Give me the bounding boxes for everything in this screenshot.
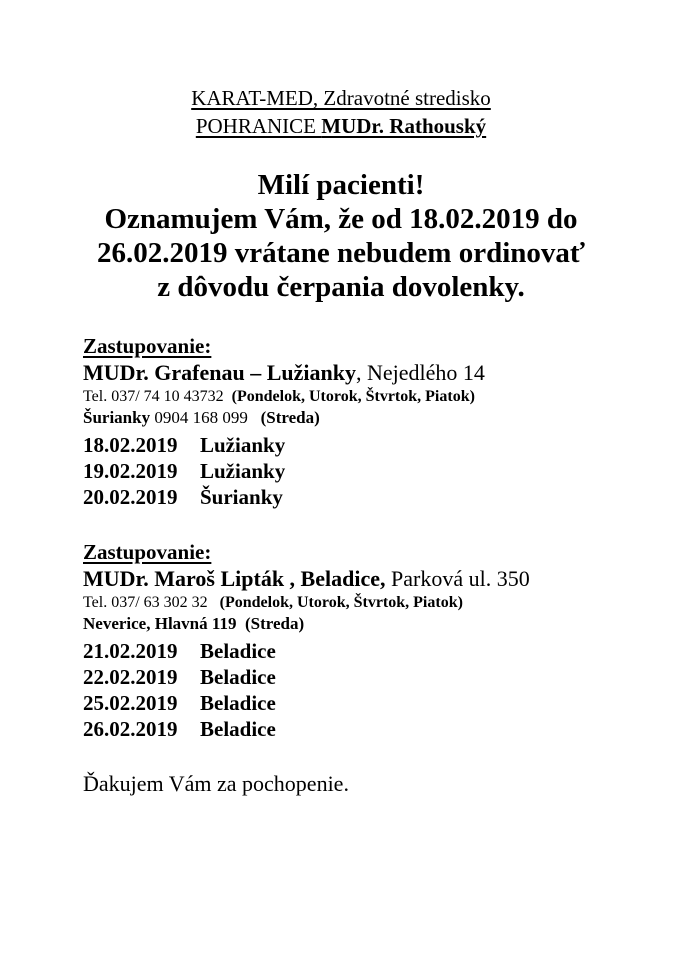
announcement — [83, 168, 599, 304]
schedule-place: Beladice — [200, 691, 276, 715]
doctor-name: MUDr. Grafenau – Lužianky — [83, 360, 356, 385]
doctor-name: MUDr. Maroš Lipták , Beladice, — [83, 566, 386, 591]
closing-line: Ďakujem Vám za pochopenie. — [83, 771, 349, 796]
secondary-day: (Streda) — [236, 614, 305, 633]
schedule-row — [83, 690, 599, 716]
schedule-date: 25.02.2019 — [83, 691, 178, 715]
announcement-line: Milí pacienti! — [257, 169, 425, 201]
schedule-row — [83, 716, 599, 742]
secondary-phone: 0904 168 099 — [150, 408, 248, 427]
schedule-place: Lužianky — [200, 459, 286, 483]
schedule-date: 21.02.2019 — [83, 639, 178, 663]
section-heading: Zastupovanie: — [83, 334, 212, 358]
clinic-doctor-line — [83, 112, 599, 140]
clinic-doctor-name: MUDr. Rathouský — [321, 114, 487, 138]
schedule-list — [83, 432, 599, 510]
phone-line — [83, 593, 599, 613]
secondary-location: Šurianky — [83, 408, 151, 427]
phone-line — [83, 387, 599, 407]
schedule-place: Lužianky — [200, 433, 286, 457]
clinic-name-line — [83, 84, 599, 112]
schedule-date: 20.02.2019 — [83, 485, 178, 509]
phone-number: Tel. 037/ 63 302 32 — [83, 594, 208, 611]
secondary-location-line — [83, 613, 599, 634]
clinic-location: POHRANICE — [195, 114, 322, 138]
schedule-place: Beladice — [200, 639, 276, 663]
substitution-section-1 — [83, 334, 599, 510]
schedule-date: 18.02.2019 — [83, 433, 178, 457]
schedule-row — [83, 484, 599, 510]
phone-days: (Pondelok, Utorok, Štvrtok, Piatok) — [223, 388, 475, 405]
secondary-day: (Streda) — [247, 408, 320, 427]
doctor-address: , Nejedlého 14 — [355, 360, 485, 385]
announcement-line: z dôvodu čerpania dovolenky. — [157, 271, 525, 303]
clinic-name: KARAT-MED, Zdravotné stredisko — [191, 86, 491, 110]
schedule-list — [83, 638, 599, 742]
schedule-row — [83, 432, 599, 458]
schedule-place: Beladice — [200, 665, 276, 689]
doctor-line — [83, 565, 599, 593]
schedule-date: 22.02.2019 — [83, 665, 178, 689]
clinic-header — [83, 84, 599, 140]
schedule-place: Beladice — [200, 717, 276, 741]
announcement-line: Oznamujem Vám, že od 18.02.2019 do — [104, 203, 578, 235]
phone-days: (Pondelok, Utorok, Štvrtok, Piatok) — [207, 594, 463, 611]
doctor-line — [83, 359, 599, 387]
announcement-line: 26.02.2019 vrátane nebudem ordinovať — [97, 237, 585, 269]
schedule-row — [83, 664, 599, 690]
schedule-date: 19.02.2019 — [83, 459, 178, 483]
schedule-row — [83, 638, 599, 664]
substitution-section-2 — [83, 540, 599, 742]
schedule-place: Šurianky — [200, 485, 283, 509]
schedule-row — [83, 458, 599, 484]
schedule-date: 26.02.2019 — [83, 717, 178, 741]
section-heading: Zastupovanie: — [83, 540, 212, 564]
secondary-location: Neverice, Hlavná 119 — [83, 614, 237, 633]
phone-number: Tel. 037/ 74 10 43732 — [83, 388, 224, 405]
doctor-address: Parková ul. 350 — [385, 566, 530, 591]
secondary-location-line — [83, 407, 599, 428]
